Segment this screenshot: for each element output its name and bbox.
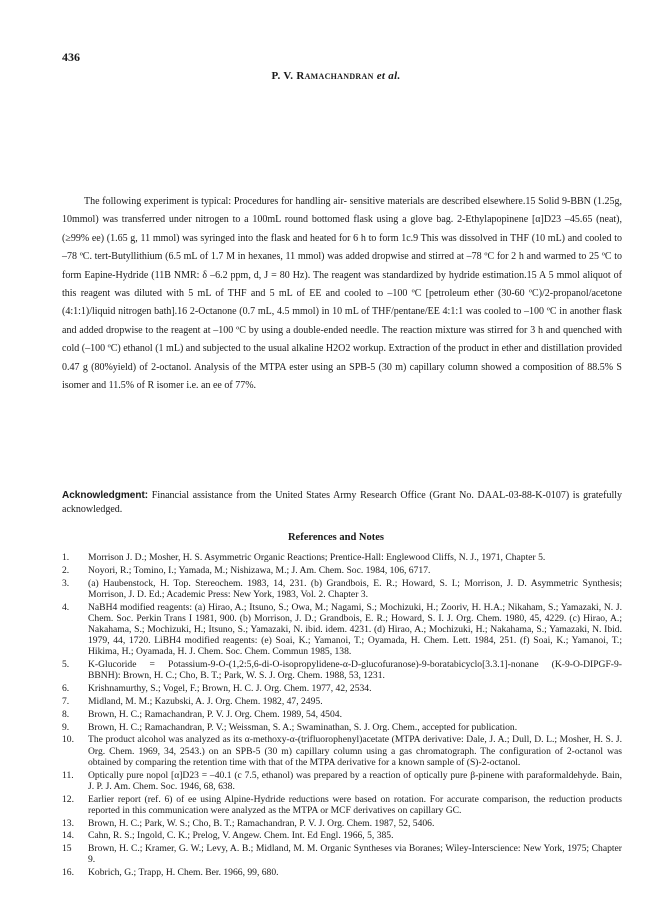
reference-text: Earlier report (ref. 6) of ee using Alpine-Hydride reductions were based on rotation. For accurate comparison, the reduction products reported in this communication were analyzed as the MTPA or MCF derivatives on capillary GC. xyxy=(88,793,622,816)
reference-item xyxy=(62,659,622,681)
reference-text: (a) Haubenstock, H. Top. Stereochem. 1983, 14, 231. (b) Grandbois, E. R.; Howard, S. I.; Morrison, J. D. Asymmetric Synthesis; Morrison, J. D. Ed.; Academic Press: New York, 1983, Vol. 2. Chapter 3. xyxy=(88,577,622,600)
reference-text: Midland, M. M.; Kazubski, A. J. Org. Chem. 1982, 47, 2495. xyxy=(88,696,323,707)
reference-text: Noyori, R.; Tomino, I.; Yamada, M.; Nishizawa, M.; J. Am. Chem. Soc. 1984, 106, 6717. xyxy=(88,564,431,576)
reference-text: Brown, H. C.; Ramachandran, P. V. J. Org. Chem. 1989, 54, 4504. xyxy=(88,708,342,720)
running-head xyxy=(0,70,672,82)
reference-item xyxy=(62,843,622,865)
reference-item xyxy=(62,722,622,733)
acknowledgment-label: Acknowledgment: xyxy=(62,490,149,501)
reference-text: Krishnamurthy, S.; Vogel, F.; Brown, H. C. J. Org. Chem. 1977, 42, 2534. xyxy=(88,683,372,695)
reference-item xyxy=(62,578,622,600)
reference-number: 6. xyxy=(62,683,70,695)
reference-number: 9. xyxy=(62,721,70,733)
reference-number: 7. xyxy=(62,696,70,707)
reference-number: 10. xyxy=(62,734,74,746)
reference-number: 4. xyxy=(62,601,70,613)
reference-item xyxy=(62,696,622,707)
reference-item xyxy=(62,552,622,563)
running-head-suffix: et al. xyxy=(373,70,401,82)
reference-item xyxy=(62,818,622,829)
reference-text: NaBH4 modified reagents: (a) Hirao, A.; Itsuno, S.; Owa, M.; Nagami, S.; Mochizuki, H.; Zooriv, H. H.A.; Nikaham, S.; Yamazaki, N. J. Chem. Soc. Perkin Trans I 1981, 900. (b) Morrison, J. D.; Grandbois, E. R.; Howard, S. I. J. Org. Chem. 1980, 45, 4229. (c) Hirao, A.; Nakahama, S.; Mochizuki, H.; Itsuno, S.; Yamazaki, N. ibid. idem. 4231. (d) Hirao, A.; Mochizuki, H.; Nakahama, S.; Yamazaki, N. Ibid. 1979, 44, 1720. LiBH4 modified reagents: (e) Soai, K.; Yamanoi, T.; Oyamada, H. Chem. Lett. 1984, 251. (f) Soai, K.; Yamanoi, T.; Hikima, H.; Oyamada, H. J. Chem. Soc. Chem. Commun 1985, 138. xyxy=(88,601,622,658)
references-heading: References and Notes xyxy=(287,532,385,543)
reference-number: 2. xyxy=(62,564,70,576)
reference-text: Brown, H. C.; Kramer, G. W.; Levy, A. B.; Midland, M. M. Organic Syntheses via Boranes; Wiley-Interscience: New York, 1975; Chapter 9. xyxy=(88,843,622,866)
reference-item xyxy=(62,830,622,841)
running-head-initials: P. V. xyxy=(271,70,297,82)
acknowledgment xyxy=(62,489,622,517)
acknowledgment-text: Financial assistance from the United States Army Research Office (Grant No. DAAL-03-88-K-0107) is gratefully acknowledged. xyxy=(62,490,622,515)
experimental-paragraph: The following experiment is typical: Procedures for handling air- sensitive materials are described elsewhere.15 Solid 9-BBN (1.25g, 10mmol) was transferred under nitrogen to a 100mL round bottomed flask using a glove bag. 2-Ethylapopinene [α]D23 –45.65 (neat), (≥99% ee) (1.65 g, 11 mmol) was syringed into the flask and heated for 6 h to form 1c.9 This was dissolved in THF (10 mL) and cooled to –78 ºC. tert-Butyllithium (6.5 mL of 1.7 M in hexanes, 11 mmol) was added dropwise and stirred at –78 ºC for 2 h and warmed to 25 ºC to form Eapine-Hydride (11B NMR: δ –6.2 ppm, d, J = 80 Hz). The reagent was standardized by hydride estimation.15 A 5 mmol aliquot of this reagent was diluted with 5 mL of THF and 5 mL of EE and cooled to –100 ºC [petroleum ether (30-60 ºC)/2-propanol/acetone (4:1:1)/liquid nitrogen bath].16 2-Octanone (0.7 mL, 4.5 mmol) in 10 mL of THF/pentane/EE 4:1:1 was cooled to –100 ºC in another flask and added dropwise to the reagent at –100 ºC by using a double-ended needle. The reaction mixture was stirred for 3 h and quenched with cold (–100 ºC) ethanol (1 mL) and subjected to the usual alkaline H2O2 workup. Extraction of the product in ether and distillation provided 0.47 g (80%yield) of 2-octanol. Analysis of the MTPA ester using an SPB-5 (30 m) capillary column showed a composition of 88.5% S isomer and 11.5% of R isomer i.e. an ee of 77%. xyxy=(62,196,622,392)
reference-item xyxy=(62,565,622,576)
page-number: 436 xyxy=(62,50,80,64)
reference-item xyxy=(62,734,622,768)
reference-number: 1. xyxy=(62,552,70,563)
reference-number: 13. xyxy=(62,817,74,829)
reference-number: 5. xyxy=(62,659,70,671)
reference-text: K-Glucoride = Potassium-9-O-(1,2:5,6-di-O-isopropylidene-α-D-glucofuranose)-9-boratabicyclo[3.3.1]-nonane (K-9-O-DIPGF-9-BBNH): Brown, H. C.; Cho, B. T.; Park, W. S. J. Org. Chem. 1988, 53, 1231. xyxy=(88,659,622,682)
reference-number: 12. xyxy=(62,793,74,805)
reference-text: Kobrich, G.; Trapp, H. Chem. Ber. 1966, 99, 680. xyxy=(88,867,279,879)
reference-item xyxy=(62,683,622,694)
reference-item xyxy=(62,602,622,658)
reference-number: 16. xyxy=(62,867,74,879)
reference-number: 15 xyxy=(62,843,72,855)
reference-number: 11. xyxy=(62,769,74,781)
reference-text: Cahn, R. S.; Ingold, C. K.; Prelog, V. Angew. Chem. Int. Ed Engl. 1966, 5, 385. xyxy=(88,830,394,842)
reference-item xyxy=(62,709,622,720)
reference-number: 8. xyxy=(62,708,70,720)
reference-number: 14. xyxy=(62,830,74,842)
reference-item xyxy=(62,794,622,816)
reference-text: Brown, H. C.; Park, W. S.; Cho, B. T.; Ramachandran, P. V. J. Org. Chem. 1987, 52, 5406. xyxy=(88,817,435,829)
reference-item xyxy=(62,770,622,792)
reference-text: Morrison J. D.; Mosher, H. S. Asymmetric Organic Reactions; Prentice-Hall: Englewood Cliffs, N. J., 1971, Chapter 5. xyxy=(88,552,546,563)
reference-text: Optically pure nopol [α]D23 = –40.1 (c 7.5, ethanol) was prepared by a reaction of optically pure β-pinene with paraformaldehyde. Bain, J. P. J. Am. Chem. Soc. 1946, 68, 638. xyxy=(88,769,622,792)
running-head-author: Ramachandran xyxy=(296,70,374,82)
experimental-section xyxy=(62,193,622,395)
reference-text: The product alcohol was analyzed as its α-methoxy-α-(trifluorophenyl)acetate (MTPA derivative: Dale, J. A.; Dull, D. L.; Mosher, H. S. J. Org. Chem. 1969, 34, 2543.) on an SPB-5 (30 m) capillary column using a gas chromatograph. The configuration of 2-octanol was obtained by comparing the retention time with that of the MTPA derivative for a known sample of (S)-2-octanol. xyxy=(88,734,622,768)
reference-item xyxy=(62,867,622,878)
reference-number: 3. xyxy=(62,577,70,589)
references-list xyxy=(62,552,622,880)
reference-text: Brown, H. C.; Ramachandran, P. V.; Weissman, S. A.; Swaminathan, S. J. Org. Chem., accepted for publication. xyxy=(88,721,518,733)
